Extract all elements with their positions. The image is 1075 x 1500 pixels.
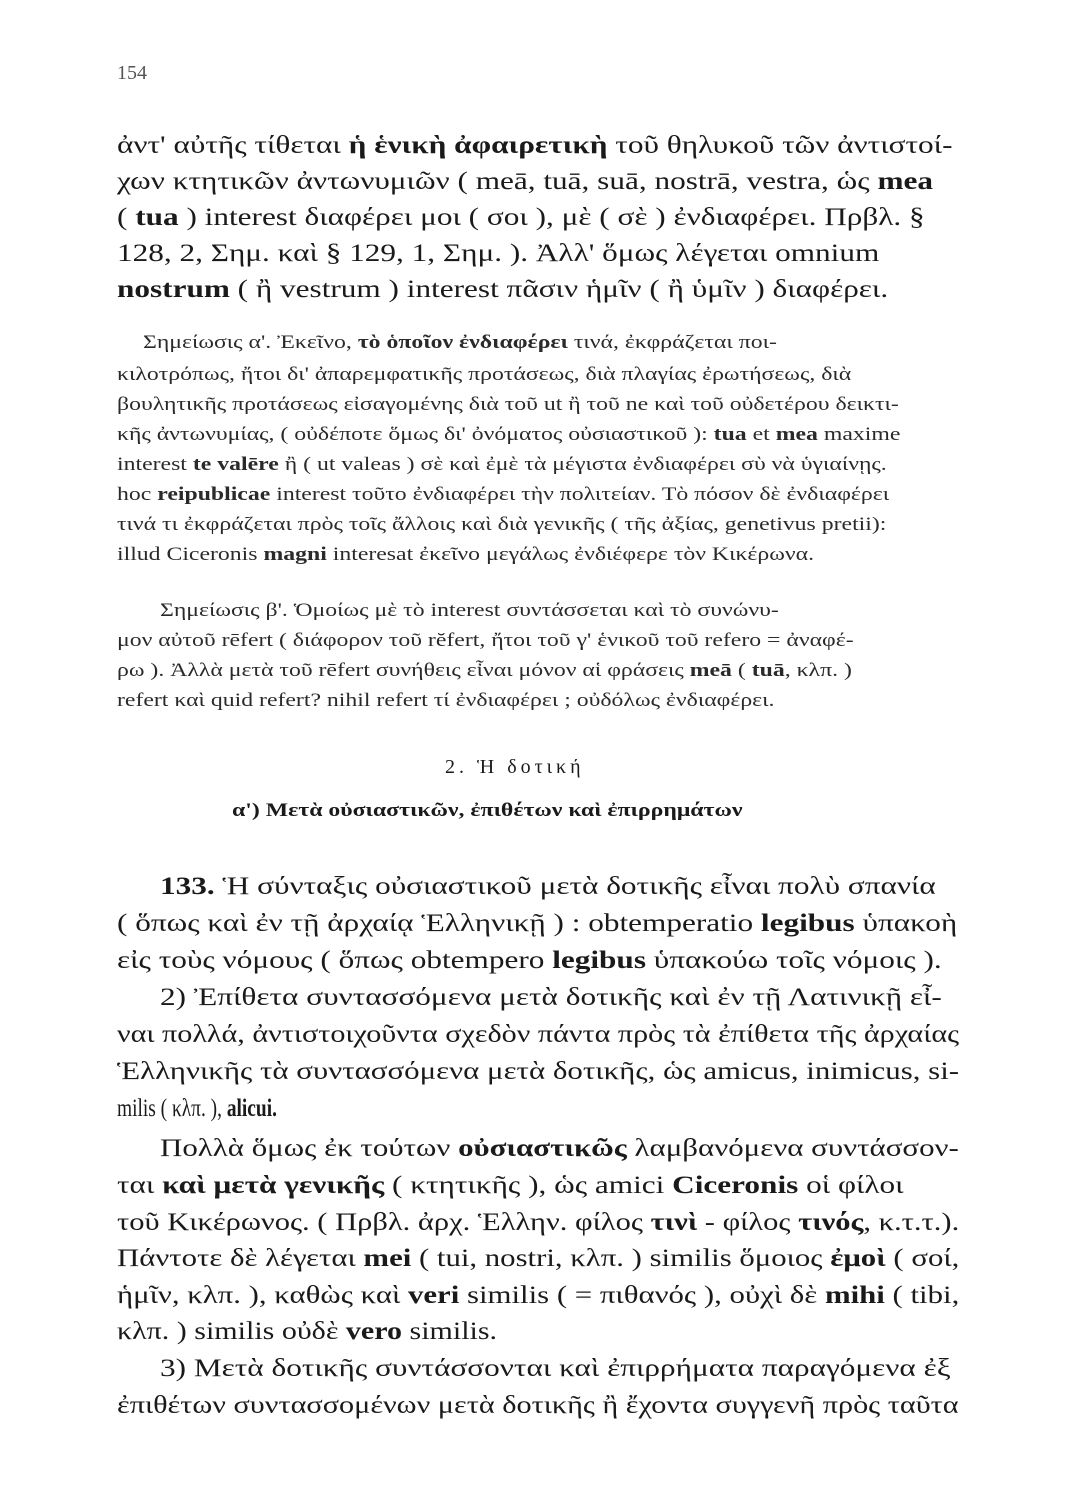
bold-term: tuā bbox=[751, 660, 785, 681]
para-133-line bbox=[160, 873, 936, 901]
note-b-line bbox=[117, 630, 854, 652]
note-a-line bbox=[117, 454, 887, 476]
text-run: κιλοτρόπως, ἤτοι δι' ἀπαρεμφατικῆς προτάσεως, διὰ πλαγίας ἐρωτήσεως, διὰ bbox=[117, 364, 852, 385]
bold-term: veri bbox=[407, 1282, 460, 1309]
text-run: Πάντοτε δὲ λέγεται bbox=[117, 1245, 364, 1272]
text-run: μοι ( σοι ), μὲ ( σὲ ) bbox=[420, 204, 666, 231]
text-run: ( ὅπως καὶ ἐν τῇ ἀρχαίᾳ Ἑλληνικῇ ) : obtemperatio bbox=[117, 910, 761, 937]
para-133-line bbox=[160, 1135, 959, 1163]
text-run: milis ( κλπ. ), bbox=[117, 1095, 227, 1122]
text-run: similis ( = πιθανός ), οὐχὶ δὲ bbox=[459, 1282, 825, 1309]
text-run: κλπ. ) similis οὐδὲ bbox=[117, 1318, 346, 1345]
para-133-line bbox=[117, 910, 957, 938]
paragraph-line bbox=[117, 240, 879, 268]
text-run: ἡμῖν bbox=[585, 276, 642, 303]
text-run: ( tui, nostri, κλπ. ) similis ὅμοιος bbox=[411, 1245, 831, 1272]
text-run: ἐνδιαφέρει. Πρβλ. § bbox=[665, 204, 925, 231]
bold-term: mea bbox=[877, 168, 933, 195]
bold-term: α') Μετὰ οὐσιαστικῶν, ἐπιθέτων καὶ ἐπιρρημάτων bbox=[232, 800, 743, 821]
bold-term: τὸ ὁποῖον ἐνδιαφέρει bbox=[357, 332, 568, 353]
text-run: interest bbox=[117, 454, 193, 475]
text-run: , κ.τ.τ.). bbox=[863, 1209, 960, 1236]
note-a-line bbox=[117, 424, 900, 446]
text-run: hoc bbox=[117, 484, 158, 505]
text-run: ( κτητικῆς ), ὡς amici bbox=[384, 1172, 673, 1199]
text-run: interest τοῦτο ἐνδιαφέρει τὴν πολιτείαν. Τὸ πόσον δὲ ἐνδιαφέρει bbox=[270, 484, 890, 505]
para-133-line bbox=[117, 1282, 959, 1310]
text-run: ὑπακοὴ bbox=[854, 910, 958, 937]
text-run: refert καὶ quid refert? nihil refert τί ἐνδιαφέρει ; οὐδόλως ἐνδιαφέρει. bbox=[117, 690, 775, 711]
text-run: illud Ciceronis bbox=[117, 544, 264, 565]
text-run: ( bbox=[731, 660, 752, 681]
bold-term: tua bbox=[713, 424, 747, 445]
text-run: ἐπιθέτων συντασσομένων μετὰ δοτικῆς ἢ ἔχοντα συγγενῆ πρὸς ταῦτα bbox=[117, 1392, 959, 1419]
text-run: ( bbox=[117, 204, 136, 231]
bold-term: mihi bbox=[824, 1282, 885, 1309]
text-run: ἡμῖν, κλπ. ), καθὼς καὶ bbox=[117, 1282, 408, 1309]
note-a-line bbox=[143, 332, 777, 354]
text-run: ( ἢ ὑμῖν ) διαφέρει. bbox=[641, 276, 889, 303]
note-a-line bbox=[117, 514, 886, 536]
text-run: 3) Μετὰ δοτικῆς συντάσσονται καὶ ἐπιρρήματα παραγόμενα ἐξ bbox=[160, 1355, 951, 1382]
paragraph-line bbox=[117, 132, 952, 160]
text-run: Πολλὰ ὅμως ἐκ τούτων bbox=[160, 1135, 459, 1162]
bold-term: nostrum bbox=[117, 276, 230, 303]
text-run: ναι πολλά, ἀντιστοιχοῦντα σχεδὸν πάντα πρὸς τὰ ἐπίθετα τῆς ἀρχαίας bbox=[117, 1021, 960, 1048]
bold-term: mea bbox=[775, 424, 818, 445]
text-run: et bbox=[746, 424, 776, 445]
text-run: Ἑλληνικῆς τὰ συντασσόμενα μετὰ δοτικῆς, ὡς amicus, inimicus, si- bbox=[117, 1058, 960, 1085]
note-b-line bbox=[117, 690, 775, 712]
bold-term: τινὶ bbox=[650, 1209, 698, 1236]
text-run: ρω ). Ἀλλὰ μετὰ τοῦ rēfert συνήθεις εἶναι μόνον αἱ φράσεις bbox=[117, 660, 690, 681]
para-133-line bbox=[117, 1058, 959, 1086]
text-run: τινά τι ἐκφράζεται πρὸς τοῖς ἄλλοις καὶ διὰ γενικῆς ( τῆς ἀξίας, genetivus pretii): bbox=[117, 514, 887, 535]
paragraph-line bbox=[117, 204, 925, 232]
text-run: χων κτητικῶν ἀντωνυμιῶν ( meā, tuā, suā, nostrā, vestra, ὡς bbox=[117, 168, 878, 195]
para-133-line bbox=[117, 1245, 959, 1273]
text-run: similis. bbox=[402, 1318, 498, 1345]
bold-term: magni bbox=[263, 544, 327, 565]
bold-term: legibus bbox=[552, 947, 646, 974]
bold-term: te valēre bbox=[192, 454, 279, 475]
bold-term: reipublicae bbox=[157, 484, 271, 505]
paragraph-line bbox=[117, 168, 933, 196]
bold-term: 133. bbox=[160, 873, 215, 900]
text-run: κῆς ἀντωνυμίας, ( οὐδέποτε ὅμως δι' ὀνόματος οὐσιαστικοῦ ): bbox=[117, 424, 714, 445]
para-133-line bbox=[117, 1021, 959, 1049]
para-133-line bbox=[117, 1209, 959, 1237]
text-run: εἰς τοὺς νόμους ( ὅπως obtempero bbox=[117, 947, 553, 974]
bold-term: Ciceronis bbox=[672, 1172, 799, 1199]
text-run: - φίλος bbox=[697, 1209, 799, 1236]
text-run: τοῦ Κικέρωνος. ( Πρβλ. ἀρχ. Ἑλλην. φίλος bbox=[117, 1209, 651, 1236]
note-a-line bbox=[117, 364, 851, 386]
text-run: τινά, ἐκφράζεται ποι- bbox=[567, 332, 777, 353]
text-run: ὑπακούω τοῖς νόμοις ). bbox=[645, 947, 942, 974]
bold-term: τινός bbox=[798, 1209, 864, 1236]
bold-term: ἐμοὶ bbox=[830, 1245, 886, 1272]
note-b-line bbox=[117, 660, 852, 682]
bold-term: alicui. bbox=[226, 1095, 277, 1122]
page-number: 154 bbox=[117, 62, 147, 84]
text-run: Σημείωσις β'. Ὁμοίως μὲ τὸ interest συντάσσεται καὶ τὸ συνώνυ- bbox=[160, 600, 779, 621]
bold-term: legibus bbox=[760, 910, 855, 937]
para-133-line bbox=[117, 1392, 959, 1420]
text-run: Σημείωσις α'. Ἐκεῖνο, bbox=[143, 332, 358, 353]
bold-term: meā bbox=[689, 660, 732, 681]
bold-term: ἡ ἑνικὴ ἀφαιρετικὴ bbox=[348, 132, 608, 159]
note-a-line bbox=[117, 394, 899, 416]
text-run: interesat ἐκεῖνο μεγάλως ἐνδιέφερε τὸν Κικέρωνα. bbox=[326, 544, 815, 565]
text-run: βουλητικῆς προτάσεως εἰσαγομένης διὰ τοῦ ut ἢ τοῦ ne καὶ τοῦ οὐδετέρου δεικτι- bbox=[117, 394, 899, 415]
text-run: 2. Ἡ δοτική bbox=[445, 756, 585, 778]
text-run: ( σοί, bbox=[885, 1245, 960, 1272]
bold-term: tua bbox=[135, 204, 179, 231]
subheading bbox=[232, 800, 742, 822]
text-run: λαμβανόμενα συντάσσον- bbox=[626, 1135, 959, 1162]
bold-term: καὶ μετὰ γενικῆς bbox=[162, 1172, 385, 1199]
text-run: ται bbox=[117, 1172, 163, 1199]
para-133-line bbox=[117, 947, 942, 975]
text-run: μον αὐτοῦ rēfert ( διάφορον τοῦ rĕfert, ἤτοι τοῦ γ' ἑνικοῦ τοῦ refero = ἀναφέ- bbox=[117, 630, 854, 651]
section-heading bbox=[445, 756, 585, 779]
text-run: ἀντ' αὐτῆς τίθεται bbox=[117, 132, 349, 159]
para-133-line bbox=[117, 1318, 497, 1346]
text-run: 128, 2, Σημ. καὶ § 129, 1, Σημ. ). Ἀλλ' ὅμως λέγεται omnium bbox=[117, 240, 880, 267]
para-133-line bbox=[117, 1095, 277, 1123]
para-133-line bbox=[160, 984, 942, 1012]
note-a-line bbox=[117, 544, 814, 566]
text-run: οἱ φίλοι bbox=[798, 1172, 904, 1199]
text-run: τοῦ θηλυκοῦ τῶν ἀντιστοί- bbox=[607, 132, 953, 159]
text-run: maxime bbox=[817, 424, 901, 445]
bold-term: mei bbox=[363, 1245, 412, 1272]
para-133-line bbox=[117, 1172, 904, 1200]
bold-term: vero bbox=[345, 1318, 403, 1345]
text-run: ( ἢ vestrum ) interest πᾶσιν bbox=[229, 276, 586, 303]
text-run: 2) Ἐπίθετα συντασσόμενα μετὰ δοτικῆς καὶ ἐν τῇ Λατινικῇ εἶ- bbox=[160, 984, 942, 1011]
text-run: ) interest διαφέρει bbox=[178, 204, 421, 231]
text-run: ( tibi, bbox=[884, 1282, 960, 1309]
note-a-line bbox=[117, 484, 889, 506]
bold-term: οὐσιαστικῶς bbox=[458, 1135, 627, 1162]
paragraph-line bbox=[117, 276, 888, 304]
text-run: ἢ ( ut valeas ) σὲ καὶ ἐμὲ τὰ μέγιστα ἐνδιαφέρει σὺ νὰ ὑγιαίνῃς. bbox=[278, 454, 887, 475]
text-run: , κλπ. ) bbox=[784, 660, 852, 681]
para-133-line bbox=[160, 1355, 951, 1383]
note-b-line bbox=[160, 600, 779, 622]
text-run: Ἡ σύνταξις οὐσιαστικοῦ μετὰ δοτικῆς εἶναι πολὺ σπανία bbox=[214, 873, 936, 900]
